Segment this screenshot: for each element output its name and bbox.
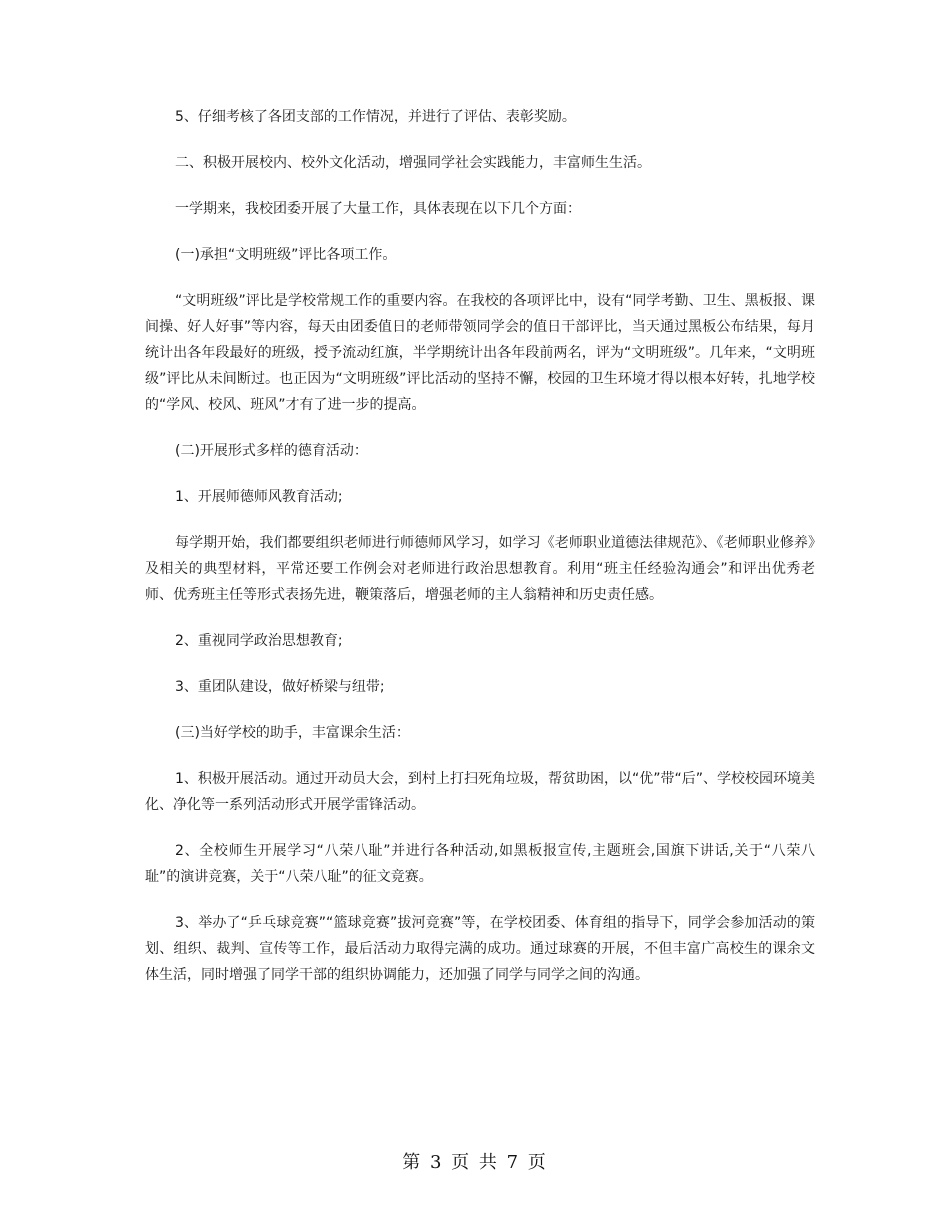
subheading-moral-education: (二)开展形式多样的德育活动： xyxy=(175,443,368,459)
item-team-building: 3、重团队建设，做好桥梁与纽带; xyxy=(175,679,385,695)
paragraph-activities: 1、积极开展活动。通过开动员大会，到村上打扫死角垃圾，帮贫助困，以“优”带“后”、学校校园环境美化、净化等一系列活动形式开展学雷锋活动。 xyxy=(145,771,815,813)
item-political-education: 2、重视同学政治思想教育; xyxy=(175,633,343,649)
paragraph-assessment: 5、仔细考核了各团支部的工作情况，并进行了评估、表彰奖励。 xyxy=(175,109,576,125)
subheading-school-assistant: (三)当好学校的助手，丰富课余生活： xyxy=(175,725,410,741)
paragraph-civilized-class: “文明班级”评比是学校常规工作的重要内容。在我校的各项评比中，设有“同学考勤、卫生、黑板报、课间操、好人好事”等内容，每天由团委值日的老师带领同学会的值日干部评比，当天通过黑板公布结果，每月统计出各年段最好的班级，授予流动红旗，半学期统计出各年段前两名，评为“文明班级”。几年来，“文明班级”评比从未间断过。也正因为“文明班级”评比活动的坚持不懈，校园的卫生环境才得以根本好转，扎地学校的“学风、校风、班风”才有了进一步的提高。 xyxy=(145,293,815,413)
page-number-footer: 第 3 页 共 7 页 xyxy=(402,1152,548,1173)
paragraph-competitions: 3、举办了“乒乓球竞赛”“篮球竞赛”拔河竞赛”等，在学校团委、体育组的指导下，同学会参加活动的策划、组织、裁判、宣传等工作，最后活动力取得完满的成功。通过球赛的开展，不但丰富广高校生的课余文体生活，同时增强了同学干部的组织协调能力，还加强了同学与同学之间的沟通。 xyxy=(145,915,815,983)
item-teacher-ethics: 1、开展师德师风教育活动; xyxy=(175,489,343,505)
subheading-civilized-class: (一)承担“文明班级”评比各项工作。 xyxy=(175,247,397,263)
section-heading-activities: 二、积极开展校内、校外文化活动，增强同学社会实践能力，丰富师生生活。 xyxy=(175,155,651,171)
paragraph-intro: 一学期来，我校团委开展了大量工作，具体表现在以下几个方面： xyxy=(175,201,581,217)
paragraph-teacher-ethics: 每学期开始，我们都要组织老师进行师德师风学习，如学习《老师职业道德法律规范》、《老师职业修养》及相关的典型材料，平常还要工作例会对老师进行政治思想教育。利用“班主任经验沟通会”和评出优秀老师、优秀班主任等形式表扬先进，鞭策落后，增强老师的主人翁精神和历史责任感。 xyxy=(145,535,815,603)
paragraph-eight-honors: 2、全校师生开展学习“八荣八耻”并进行各种活动,如黑板报宣传,主题班会,国旗下讲话,关于“八荣八耻”的演讲竞赛，关于“八荣八耻”的征文竞赛。 xyxy=(145,843,815,885)
document-body xyxy=(145,104,815,1008)
